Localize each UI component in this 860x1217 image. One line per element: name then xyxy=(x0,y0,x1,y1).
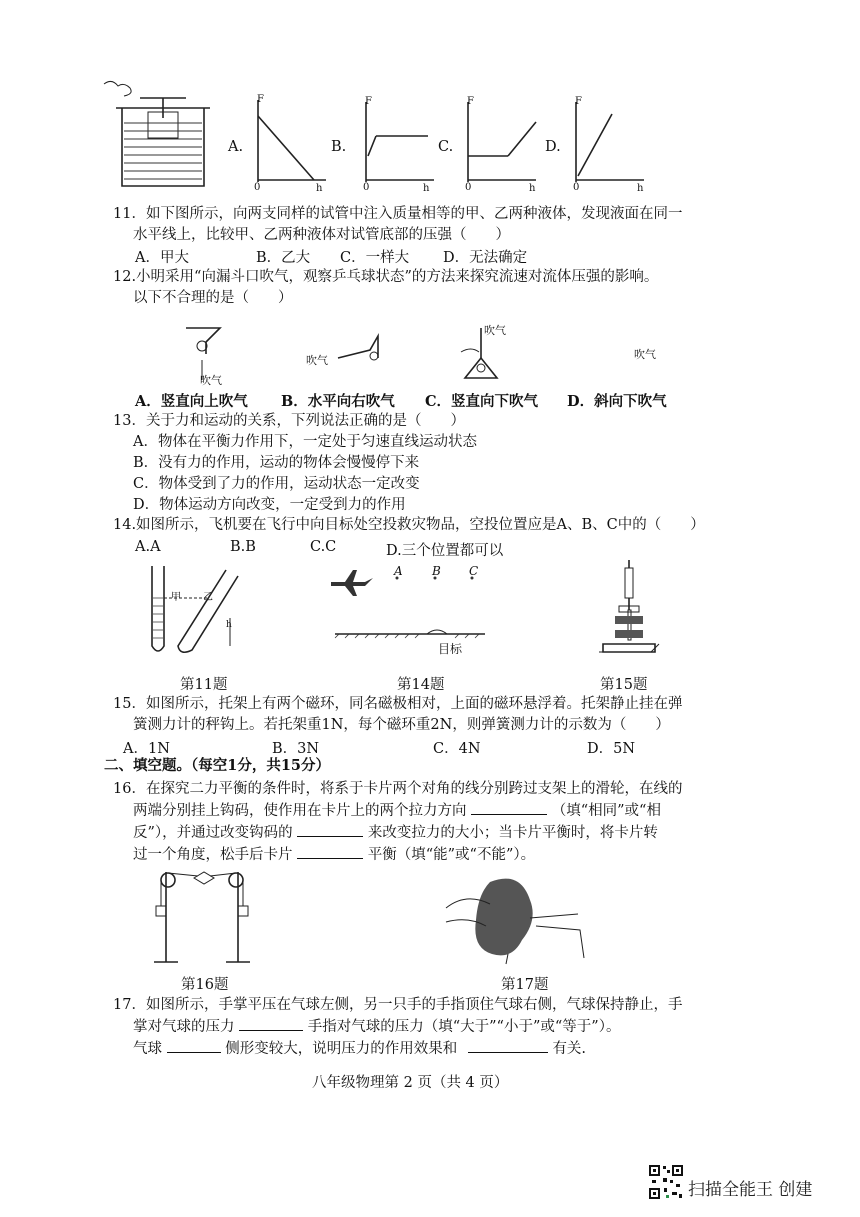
graph-a xyxy=(252,94,332,194)
q12-stem-line1: 12.小明采用“向漏斗口吹气，观察乒乓球状态”的方法来探究流速对流体压强的影响。 xyxy=(113,269,659,285)
q16-blank-3[interactable] xyxy=(297,846,363,859)
q12-option-b: B．水平向右吹气 xyxy=(281,393,395,410)
caption-q11: 第11题 xyxy=(180,677,228,693)
graph-c xyxy=(462,96,542,196)
q16-pulley-figure xyxy=(148,866,258,970)
q17-blank-1[interactable] xyxy=(239,1018,303,1031)
q11-fig-label-jia: 甲 xyxy=(171,592,181,603)
q11-stem-line2: 水平线上，比较甲、乙两种液体对试管底部的压强（ ） xyxy=(133,227,510,243)
beaker-figure xyxy=(100,78,220,193)
q12-figure-d-label: 吹气 xyxy=(634,348,656,361)
q15-option-a: A．1N xyxy=(123,741,170,757)
graph-c-origin: 0 xyxy=(465,182,472,193)
page-footer: 八年级物理第 2 页（共 4 页） xyxy=(312,1075,509,1091)
q17-line2-a: 掌对气球的压力 xyxy=(133,1019,235,1035)
q17-stem-line1: 17．如图所示，手掌平压在气球左侧，另一只手的手指顶住气球右侧，气球保持静止，手 xyxy=(113,997,683,1013)
q14-option-c: C.C xyxy=(310,539,337,555)
q16-stem-line1: 16．在探究二力平衡的条件时，将系于卡片两个对角的线分别跨过支架上的滑轮，在线的 xyxy=(113,781,683,797)
section-fill-in-title: 二、填空题。（每空1分，共15分） xyxy=(104,757,331,774)
q16-blank-2[interactable] xyxy=(297,824,363,837)
scanner-brand-label: 扫描全能王 创建 xyxy=(688,1180,813,1200)
q11-option-b: B．乙大 xyxy=(256,250,311,266)
graph-c-axis-h: h xyxy=(529,183,536,194)
q12-option-c: C．竖直向下吹气 xyxy=(425,393,539,410)
q12-option-d: D．斜向下吹气 xyxy=(567,393,667,410)
q14-target-label: 目标 xyxy=(438,642,463,656)
q11-stem-line1: 11．如下图所示，向两支同样的试管中注入质量相等的甲、乙两种液体，发现液面在同一 xyxy=(113,206,683,222)
q11-fig-label-yi: 乙 xyxy=(203,592,213,603)
graph-b-label: B. xyxy=(331,139,347,155)
q12-figure-c-label: 吹气 xyxy=(484,324,506,337)
qr-code-icon xyxy=(648,1164,684,1200)
q11-test-tubes-figure xyxy=(140,562,250,662)
q17-line3-a: 气球 xyxy=(133,1041,162,1057)
graph-d xyxy=(570,96,650,196)
q17-blank-3[interactable] xyxy=(468,1040,548,1053)
graph-b-axis-h: h xyxy=(423,183,430,194)
q11-option-a: A．甲大 xyxy=(135,250,189,266)
q16-line3-b: 来改变拉力的大小；当卡片平衡时，将卡片转 xyxy=(367,825,658,841)
graph-d-label: D. xyxy=(545,139,561,155)
q15-magnet-stand-figure xyxy=(595,560,665,660)
q16-line3-a: 反”），并通过改变钩码的 xyxy=(133,825,293,841)
q12-figure-a-label: 吹气 xyxy=(200,374,222,387)
graph-a-label: A. xyxy=(228,139,244,155)
graph-b-axis-f: F xyxy=(365,96,372,107)
caption-q17: 第17题 xyxy=(501,977,549,993)
q16-line4-b: 平衡（填“能”或“不能”）。 xyxy=(367,847,536,863)
q15-stem-line2: 簧测力计的秤钩上。若托架重1N，每个磁环重2N，则弹簧测力计的示数为（ ） xyxy=(133,717,670,733)
q14-stem: 14.如图所示，飞机要在飞行中向目标处空投救灾物品，空投位置应是A、B、C中的（ ） xyxy=(113,517,705,533)
q12-figure-b-label: 吹气 xyxy=(306,354,328,367)
q17-line2-b: 手指对气球的压力（填“大于”“小于”或“等于”）。 xyxy=(307,1019,621,1035)
graph-d-origin: 0 xyxy=(573,182,580,193)
q15-option-c: C．4N xyxy=(433,741,481,757)
q14-point-a: A xyxy=(394,564,403,578)
q14-point-b: B xyxy=(432,564,441,578)
graph-a-axis-h: h xyxy=(316,183,323,194)
q16-line4-a: 过一个角度，松手后卡片 xyxy=(133,847,293,863)
graph-b-origin: 0 xyxy=(363,182,370,193)
graph-c-label: C. xyxy=(438,139,454,155)
graph-c-axis-f: F xyxy=(467,96,474,107)
q15-option-d: D．5N xyxy=(587,741,636,757)
graph-d-axis-f: F xyxy=(575,96,582,107)
q17-line3-b: 侧形变较大，说明压力的作用效果和 xyxy=(225,1041,458,1057)
q17-line3-c: 有关. xyxy=(552,1041,587,1057)
q11-option-d: D．无法确定 xyxy=(443,250,528,266)
q11-fig-label-h: h xyxy=(226,620,232,630)
q13-option-b: B．没有力的作用，运动的物体会慢慢停下来 xyxy=(133,455,420,471)
q14-option-b: B.B xyxy=(230,539,256,555)
q16-blank-1[interactable] xyxy=(471,802,547,815)
caption-q14: 第14题 xyxy=(397,677,445,693)
q12-stem-line2: 以下不合理的是（ ） xyxy=(133,290,293,306)
caption-q15: 第15题 xyxy=(600,677,648,693)
q15-option-b: B．3N xyxy=(272,741,320,757)
graph-d-axis-h: h xyxy=(637,183,644,194)
q14-option-d: D.三个位置都可以 xyxy=(386,543,504,559)
q16-line2-a: 两端分别挂上钩码，使作用在卡片上的两个拉力方向 xyxy=(133,803,467,819)
graph-a-axis-f: F xyxy=(257,94,264,105)
q13-stem: 13．关于力和运动的关系，下列说法正确的是（ ） xyxy=(113,413,465,429)
q13-option-a: A．物体在平衡力作用下，一定处于匀速直线运动状态 xyxy=(133,434,477,450)
q11-option-c: C．一样大 xyxy=(340,250,410,266)
q17-balloon-figure xyxy=(440,868,590,968)
q17-blank-2[interactable] xyxy=(167,1040,221,1053)
caption-q16: 第16题 xyxy=(181,977,229,993)
q14-point-c: C xyxy=(469,564,479,578)
graph-a-origin: 0 xyxy=(254,182,261,193)
q13-option-d: D．物体运动方向改变，一定受到力的作用 xyxy=(133,497,406,513)
graph-b xyxy=(360,96,440,196)
q12-figure-b xyxy=(330,330,390,370)
q13-option-c: C．物体受到了力的作用，运动状态一定改变 xyxy=(133,476,420,492)
q12-option-a: A．竖直向上吹气 xyxy=(135,393,248,410)
q14-option-a: A.A xyxy=(135,539,161,555)
q16-line2-b: （填“相同”或“相 xyxy=(551,803,661,819)
q15-stem-line1: 15．如图所示，托架上有两个磁环，同名磁极相对，上面的磁环悬浮着。托架静止挂在弹 xyxy=(113,696,683,712)
